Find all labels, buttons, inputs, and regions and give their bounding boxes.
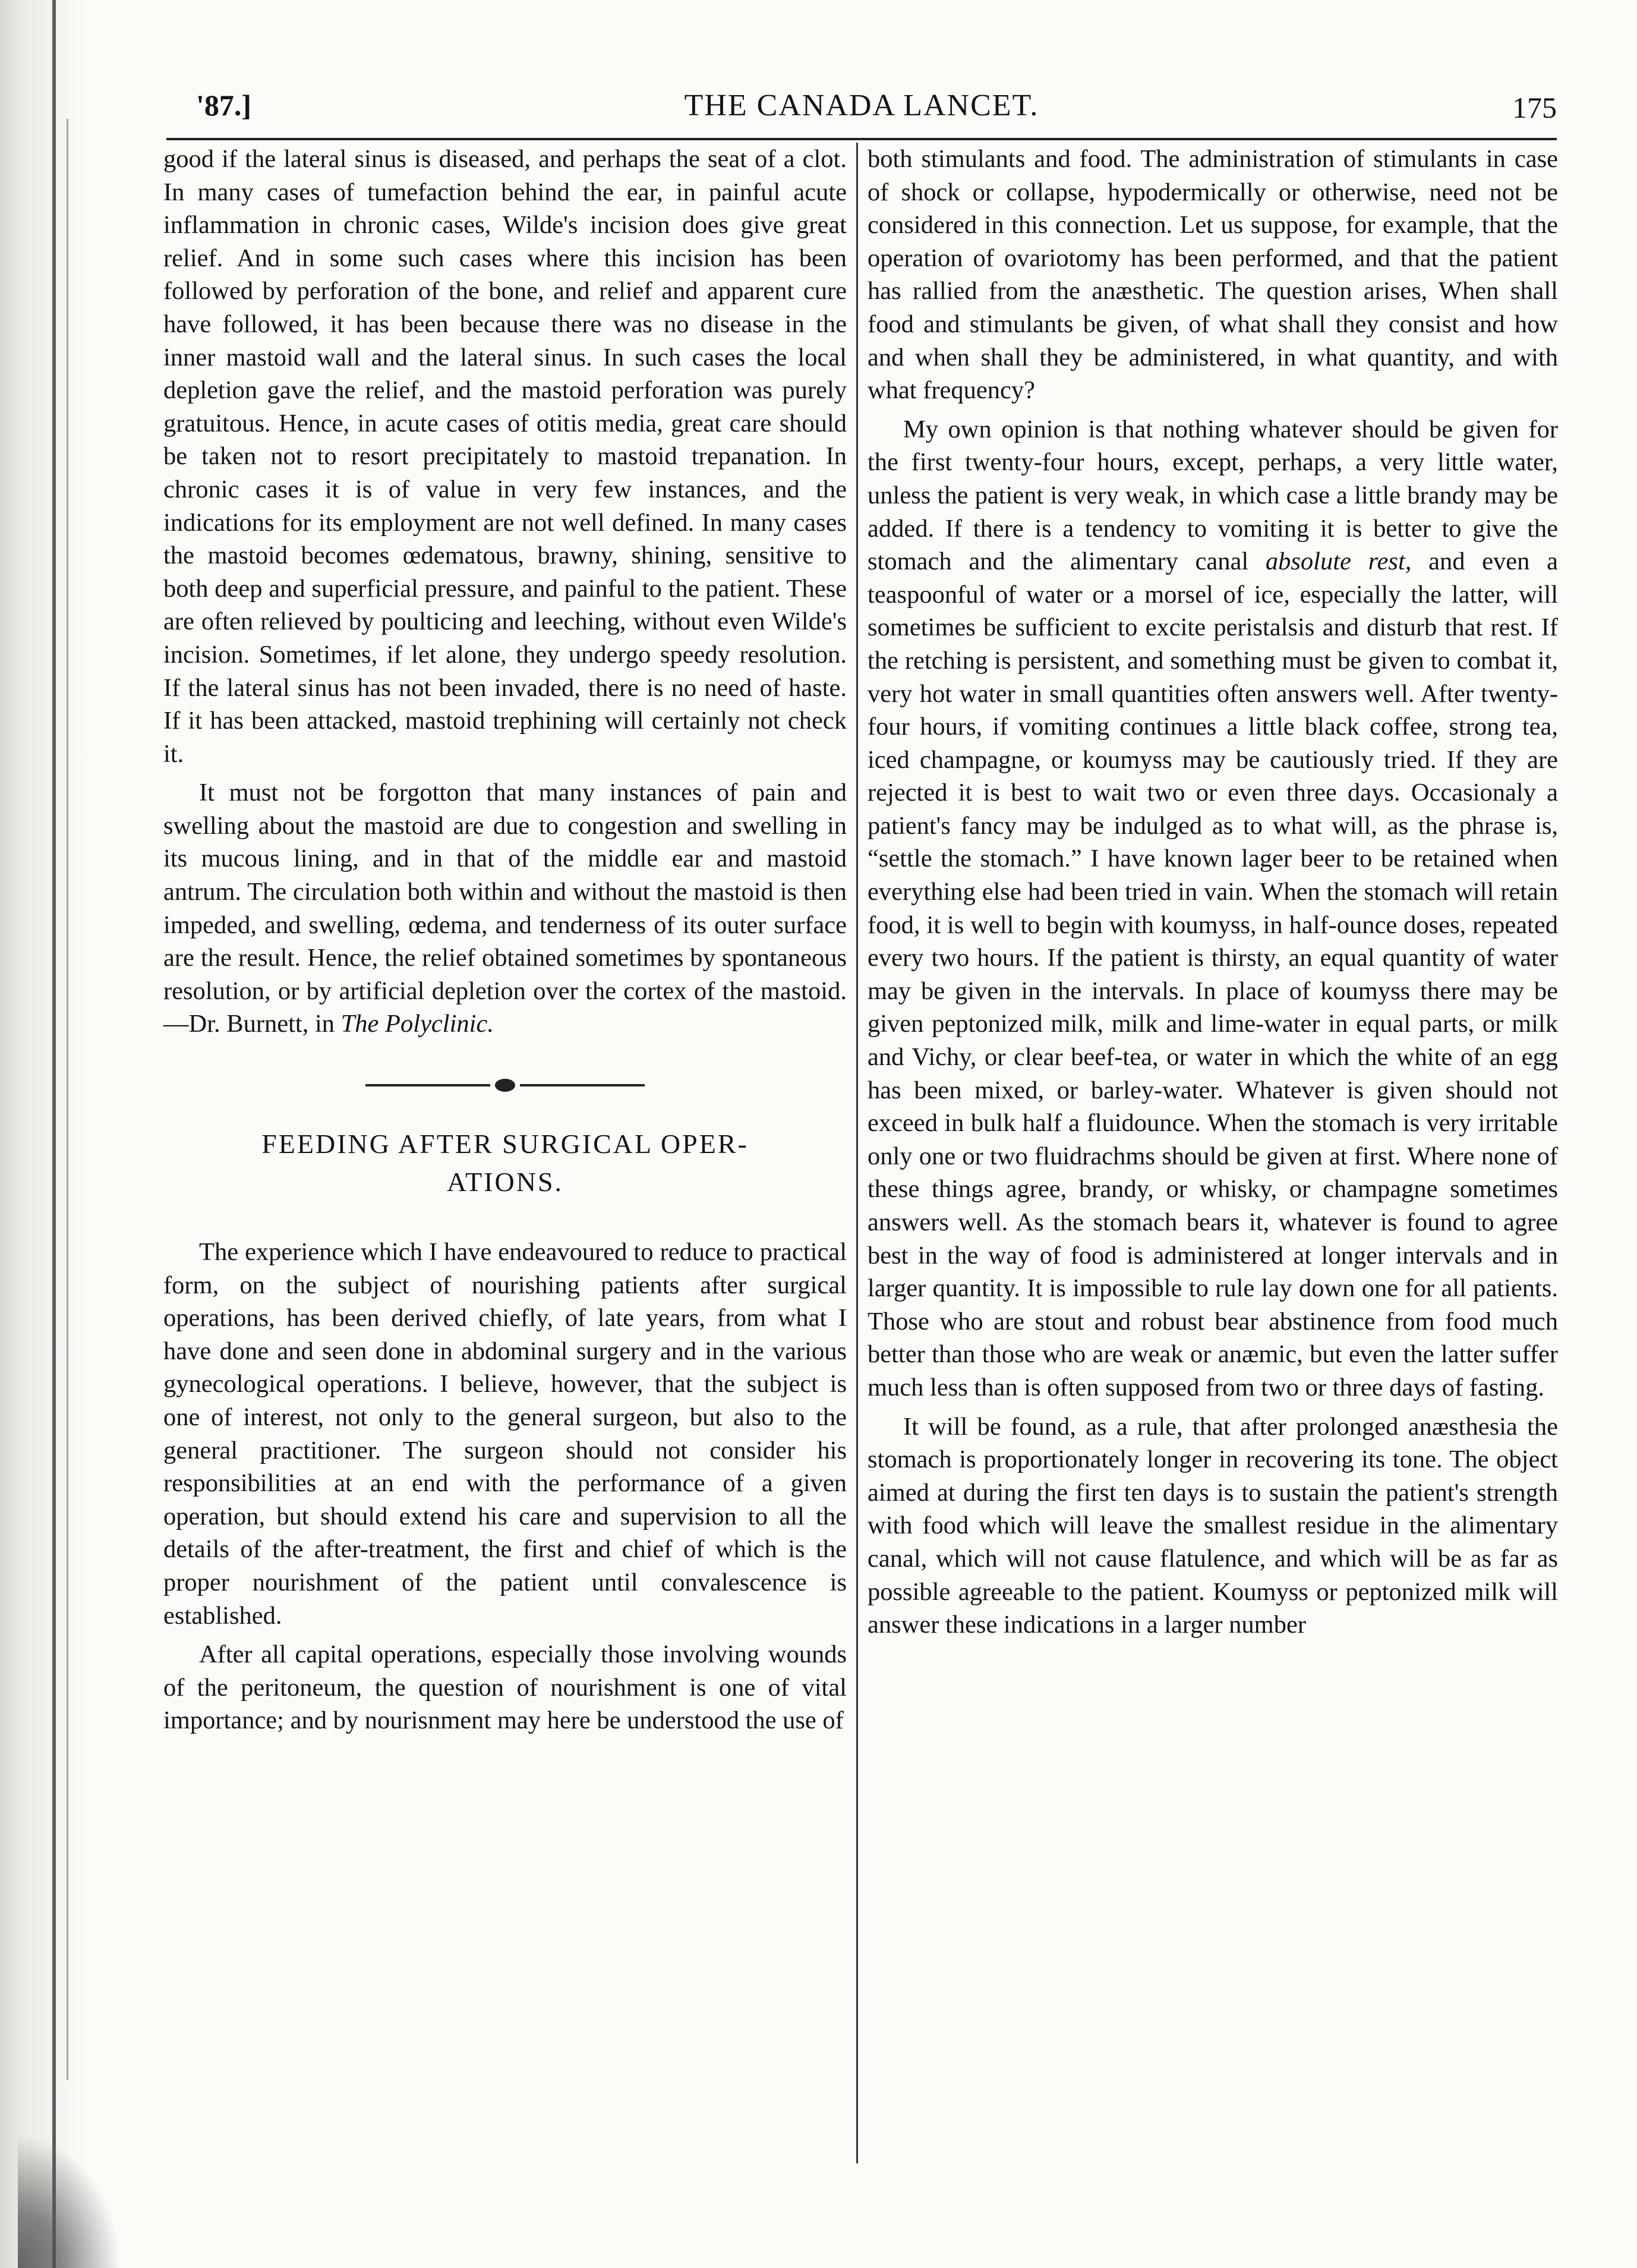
page-corner-shadow: [18, 2137, 119, 2268]
section-title-line-1: FEEDING AFTER SURGICAL OPER-: [261, 1129, 749, 1160]
absolute-rest-emphasis: absolute rest,: [1265, 547, 1412, 576]
ornament-rule-left: [365, 1084, 490, 1086]
left-column: [163, 143, 847, 1737]
paragraph-anaesthesia: It will be found, as a rule, that after prolonged anæsthesia the stomach is proportionately longer in recovering its tone. The object aimed at during the first ten days is to sustain the patient's strength with food which will leave the smallest residue in the alimentary canal, which will not cause flatulence, and which will be as far as possible agreeable to the patient. Koumyss or peptonized milk will answer these indications in a larger number: [868, 1412, 1558, 1639]
right-column: [868, 143, 1558, 1642]
opinion-text-a: My own opinion is that nothing whatever should be given for the first twenty-four hours, except, perhaps, a very little water, unless the patient is very weak, in which case a little brandy may be added. If there is a tendency to vomiting it is better to give the stomach and the alimentary canal: [868, 415, 1558, 576]
column-divider: [856, 143, 858, 2163]
page-number: 175: [1512, 91, 1557, 124]
paragraph-mastoid-continued: good if the lateral sinus is diseased, and perhaps the seat of a clot. In many cases of tumefaction behind the ear, in painful acute inflammation in chronic cases, Wilde's incision does give great relief. And in some such cases where this incision has been followed by perforation of the bone, and relief and apparent cure have followed, it has been because there was no disease in the inner mastoid wall and the lateral sinus. In such cases the local depletion gave the relief, and the mastoid perforation was purely gratuitous. Hence, in acute cases of otitis media, great care should be taken not to resort precipitately to mastoid trepanation. In chronic cases it is of value in very few instances, and the indications for its employment are not well defined. In many cases the mastoid becomes œdematous, brawny, shining, sensitive to both deep and superficial pressure, and painful to the patient. These are often relieved by poulticing and leeching, without even Wilde's incision. Sometimes, if let alone, they undergo speedy resolution. If the lateral sinus has not been invaded, there is no need of haste. If it has been attacked, mastoid trephining will certainly not check it.: [163, 145, 847, 768]
paragraph-stimulants-continued: both stimulants and food. The administration of stimulants in case of shock or collapse, hypodermically or otherwise, need not be considered in this connection. Let us suppose, for example, that the operation of ovariotomy has been performed, and that the patient has rallied from the anæsthetic. The question arises, When shall food and stimulants be given, of what shall they consist and how and when shall they be administered, in what quantity, and with what frequency?: [868, 145, 1558, 405]
journal-title: THE CANADA LANCET.: [684, 89, 1039, 122]
paragraph-experience: The experience which I have endeavoured to reduce to practical form, on the subject of nourishing patients after surgical operations, has been derived chiefly, of late years, from what I have done and seen done in abdominal surgery and in the various gynecological operations. I believe, however, that the subject is one of interest, not only to the general surgeon, but also to the general practitioner. The surgeon should not consider his responsibilities at an end with the performance of a given operation, but should extend his care and supervision to all the details of the after-treatment, the first and chief of which is the proper nourishment of the patient until convalescence is established.: [163, 1238, 847, 1630]
page-binding-shadow: [0, 0, 89, 2268]
running-header: [166, 88, 1557, 136]
source-citation: The Polyclinic.: [340, 1010, 494, 1038]
paragraph-capital-operations: After all capital operations, especially those involving wounds of the peritoneum, the question of nourishment is one of vital importance; and by nourisnment may here be understood the use of: [163, 1640, 847, 1735]
section-title: [163, 1125, 847, 1201]
header-year: '87.]: [196, 89, 252, 122]
binding-edge: [52, 0, 56, 2268]
forgotten-text: It must not be forgotton that many instances of pain and swelling about the mastoid are due to congestion and swelling in its mucous lining, and in that of the middle ear and mastoid antrum. The circulation both within and without the mastoid is then impeded, and swelling, œdema, and tenderness of its outer surface are the result. Hence, the relief obtained sometimes by spontaneous resolution, or by artificial depletion over the cortex of the mastoid.—Dr. Burnett, in: [163, 779, 847, 1038]
header-rule: [166, 138, 1557, 140]
section-divider-ornament: [365, 1079, 645, 1092]
section-title-line-2: ATIONS.: [446, 1167, 564, 1198]
ornament-rule-right: [520, 1084, 645, 1086]
opinion-text-b: and even a teaspoonful of water or a morsel of ice, especially the latter, will sometimes be sufficient to excite peristalsis and disturb that rest. If the retching is persistent, and something must be given to combat it, very hot water in small quantities often answers well. After twenty-four hours, if vomiting continues a little black coffee, strong tea, iced champagne, or koumyss may be cautiously tried. If they are rejected it is best to wait two or even three days. Occasionaly a patient's fancy may be indulged as to what will, as the phrase is, “settle the stomach.” I have known lager beer to be retained when everything else had been tried in vain. When the stomach will retain food, it is well to begin with koumyss, in half-ounce doses, repeated every two hours. If the patient is thirsty, an equal quantity of water may be given in the intervals. In place of koumyss there may be given peptonized milk, milk and lime-water in equal parts, or milk and Vichy, or clear beef-tea, or water in which the white of an egg has been mixed, or barley-water. Whatever is given should not exceed in bulk half a fluidounce. When the stomach is very irritable only one or two fluidrachms should be given at first. Where none of these things agree, brandy, or whisky, or champagne sometimes answers well. As the stomach bears it, whatever is found to agree best in the way of food is administered at longer intervals and in larger quantity. It is impossible to rule lay down one for all patients. Those who are stout and robust bear abstinence from food much better than those who are weak or anæmic, but even the latter suffer much less than is often supposed from two or three days of fasting.: [868, 547, 1558, 1401]
paragraph-forgotten: [163, 776, 847, 1041]
binding-edge-inner: [67, 119, 68, 2080]
ornament-dot: [495, 1079, 515, 1092]
paragraph-own-opinion: [868, 413, 1558, 1404]
